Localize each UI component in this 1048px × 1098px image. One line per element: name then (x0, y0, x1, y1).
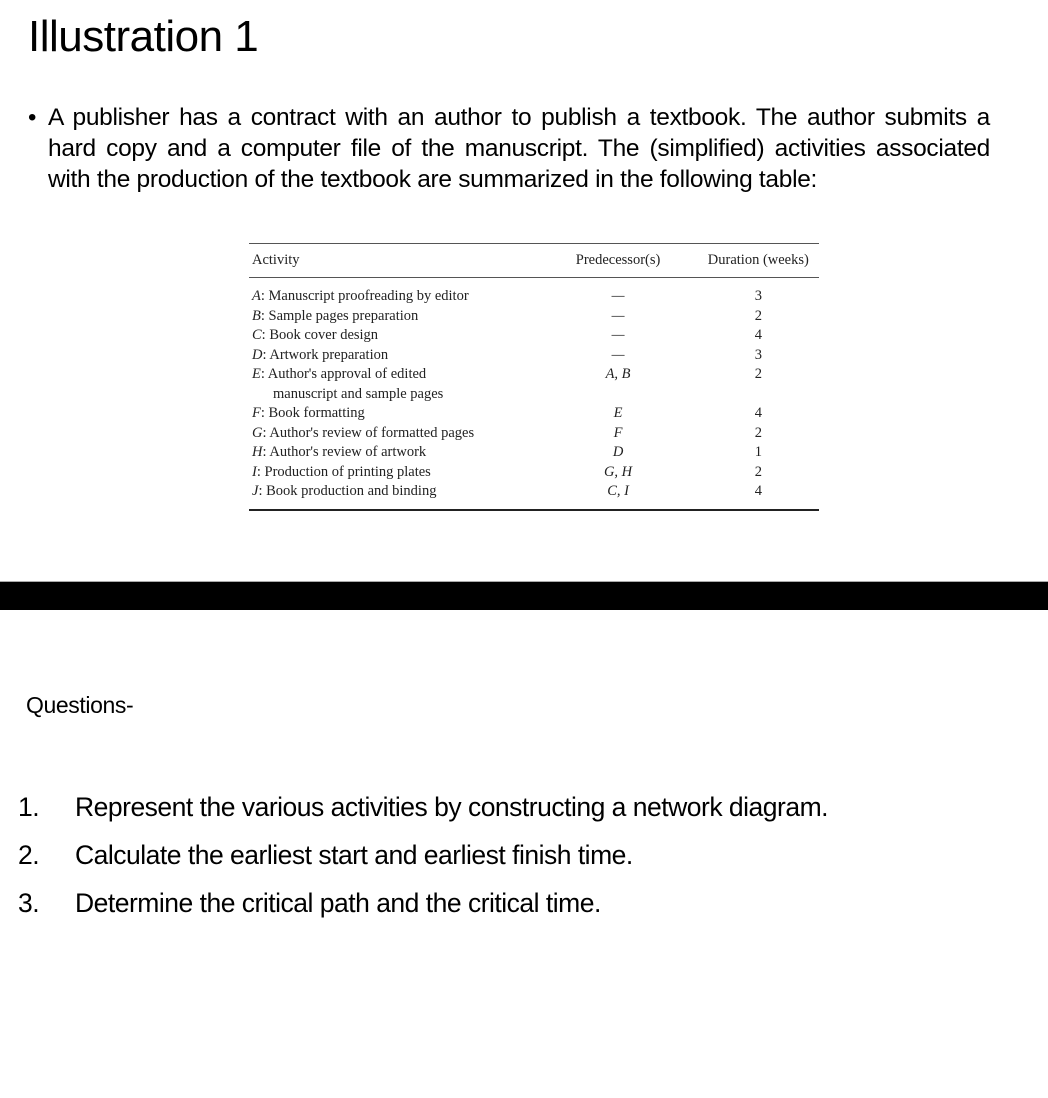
table-row: D: Artwork preparation — 3 (249, 346, 819, 366)
table-row: C: Book cover design — 4 (249, 326, 819, 346)
activity-dur: 4 (754, 327, 762, 343)
questions-list (18, 783, 1018, 927)
header-predecessors: Predecessor(s) (575, 252, 661, 268)
activity-pred: F (613, 424, 623, 441)
questions-heading: Questions- (26, 692, 134, 718)
activity-desc: Author's review of formatted pages (269, 424, 475, 441)
activity-letter: J (252, 483, 259, 499)
activity-pred: A, B (605, 366, 631, 382)
table-row: A: Manuscript proofreading by editor — 3 (249, 287, 819, 307)
question-item (18, 831, 1018, 879)
question-number: 1. (18, 791, 40, 822)
activity-dur: 2 (754, 463, 762, 480)
table-row: E: Author's approval of edited A, B 2 (249, 365, 819, 385)
activity-desc: Production of printing plates (264, 463, 431, 480)
activity-letter: E (252, 366, 261, 382)
activity-dur: 3 (754, 288, 762, 304)
activity-desc: Book cover design (269, 327, 379, 343)
activity-dur: 4 (754, 483, 762, 499)
activity-dur: 2 (754, 307, 762, 324)
activity-desc: Author's review of artwork (269, 444, 427, 460)
question-number: 2. (18, 839, 40, 870)
black-divider-band (0, 582, 1048, 610)
activity-pred: — (611, 327, 625, 343)
table-body (249, 278, 819, 509)
activity-letter: A (252, 288, 261, 304)
activity-letter: B (252, 307, 261, 324)
intro-paragraph (28, 102, 990, 195)
table-row: F: Book formatting E 4 (249, 404, 819, 424)
table-row: I: Production of printing plates G, H 2 (249, 463, 819, 483)
bullet-icon: • (28, 104, 37, 131)
question-text: Calculate the earliest start and earliest finish time. (75, 839, 633, 870)
activity-desc: Book production and binding (266, 483, 437, 499)
activity-desc: Manuscript proofreading by editor (268, 288, 469, 304)
table-row: G: Author's review of formatted pages F 2 (249, 424, 819, 444)
activity-letter: I (252, 463, 257, 480)
question-text: Represent the various activities by constructing a network diagram. (75, 791, 829, 822)
activity-letter: F (252, 405, 261, 421)
header-duration: Duration (weeks) (707, 252, 809, 268)
table-row-continuation (249, 385, 819, 405)
question-item (18, 879, 1018, 927)
activity-dur: 4 (754, 405, 762, 421)
activity-pred: — (611, 288, 625, 304)
activity-letter: H (252, 444, 263, 460)
intro-text: A publisher has a contract with an author to publish a textbook. The author submits a hard copy and a computer file of the manuscript. The (simplified) activities associated with the production of the textbook are summarized in the following table: (48, 104, 990, 193)
activity-pred: E (613, 405, 623, 421)
activity-pred: C, I (607, 483, 629, 499)
activity-dur: 2 (754, 424, 762, 441)
activity-dur: 2 (754, 366, 762, 382)
activity-letter: G (252, 424, 263, 441)
activity-pred: — (611, 307, 625, 324)
activity-desc: Artwork preparation (269, 346, 389, 363)
table-header (249, 244, 819, 277)
activity-letter: C (252, 327, 262, 343)
activity-dur: 1 (754, 444, 762, 460)
activity-letter: D (252, 346, 263, 363)
activity-pred: D (612, 444, 624, 460)
page-title: Illustration 1 (28, 12, 259, 61)
activity-table (249, 243, 819, 511)
activity-desc: Book formatting (268, 405, 365, 421)
table-row: H: Author's review of artwork D 1 (249, 443, 819, 463)
table-row: B: Sample pages preparation — 2 (249, 307, 819, 327)
activity-pred: G, H (603, 463, 633, 480)
activity-desc: Sample pages preparation (268, 307, 419, 324)
activity-desc: Author's approval of edited (267, 366, 427, 382)
question-item (18, 783, 1018, 831)
activity-pred: — (611, 346, 625, 363)
table-row: J: Book production and binding C, I 4 (249, 482, 819, 502)
table-bottom-rule (249, 509, 819, 511)
header-activity: Activity (252, 252, 300, 268)
question-text: Determine the critical path and the critical time. (75, 887, 601, 918)
question-number: 3. (18, 887, 40, 918)
activity-dur: 3 (754, 346, 762, 363)
activity-desc-continued: manuscript and sample pages (273, 385, 444, 402)
